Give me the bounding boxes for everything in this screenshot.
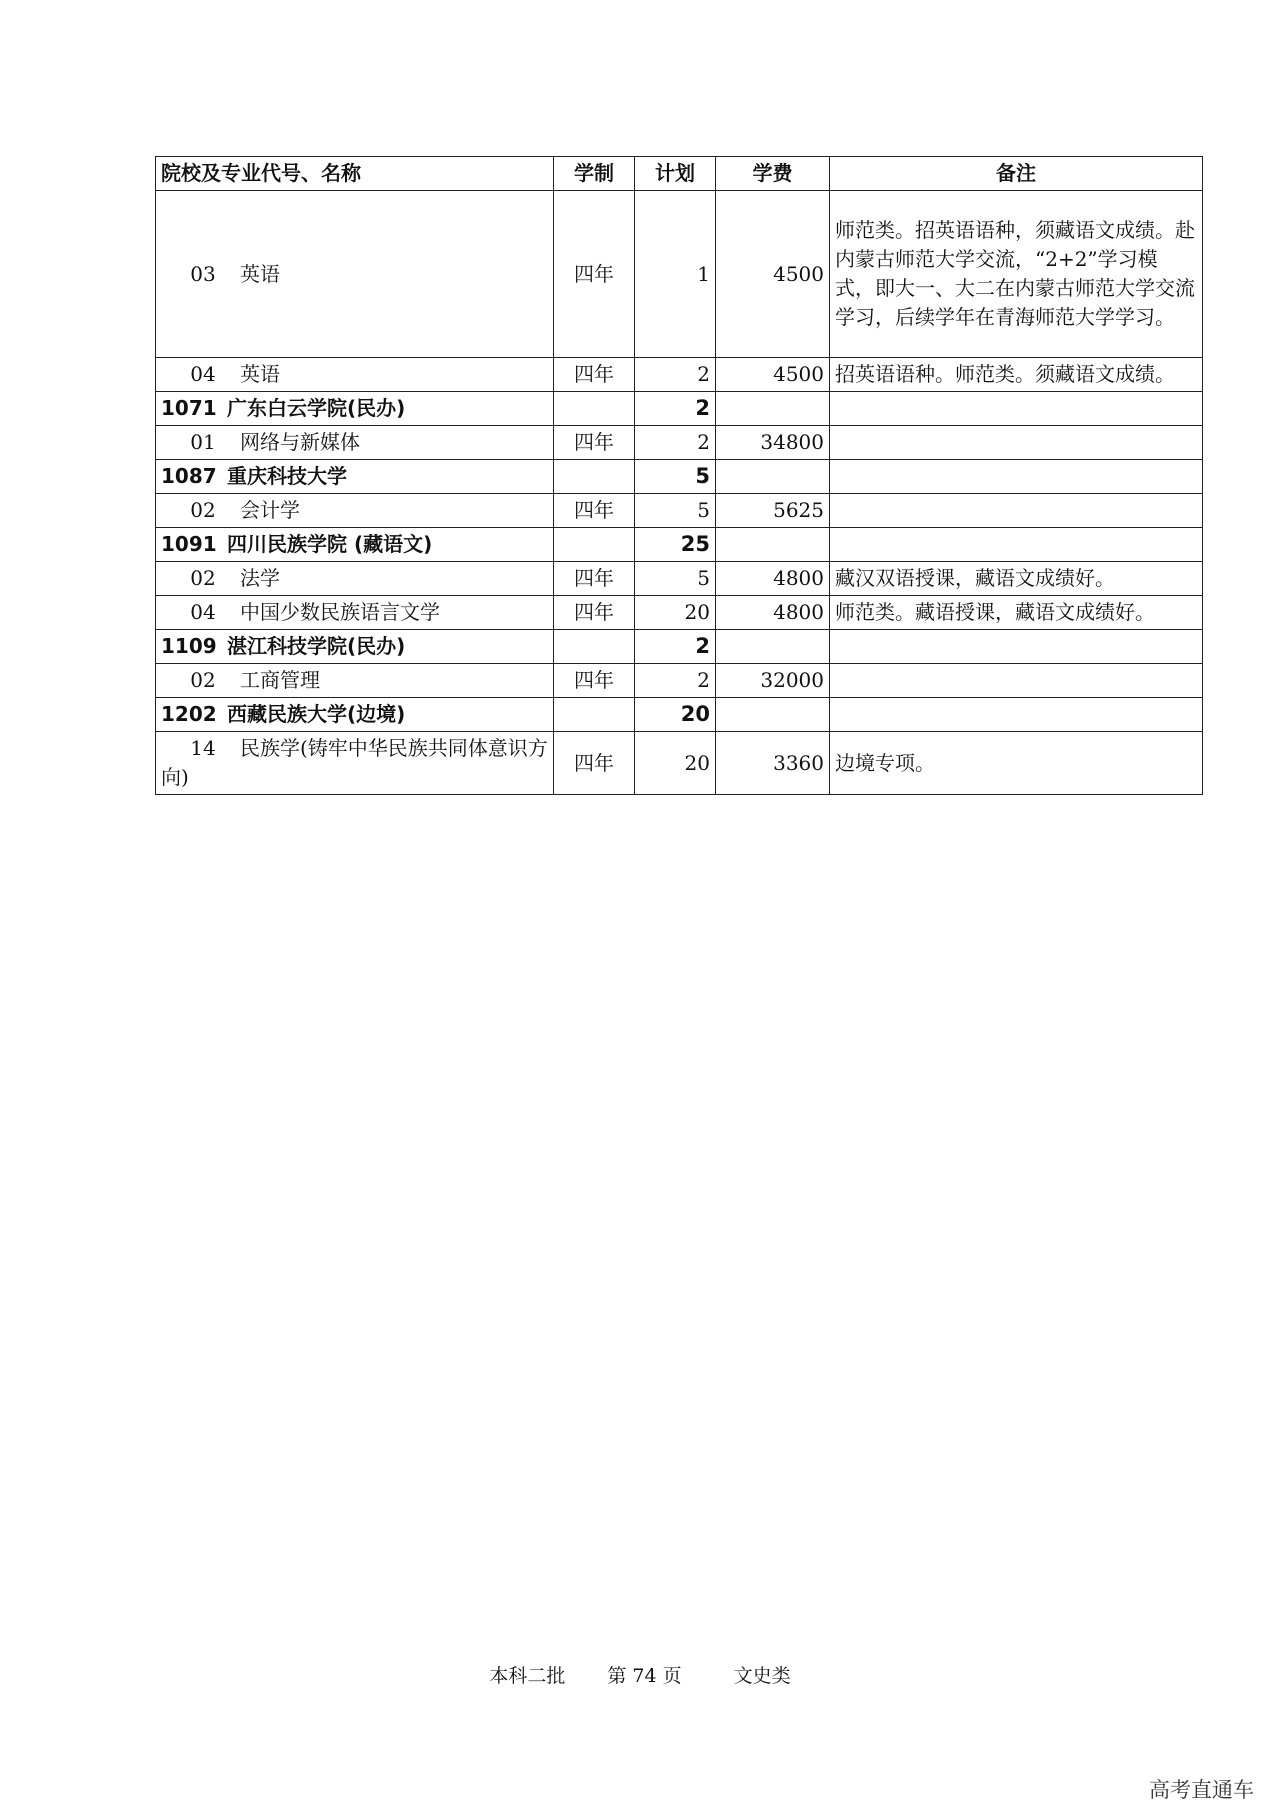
table-row (156, 732, 1203, 795)
major-name: 英语 (240, 362, 280, 386)
duration-cell (554, 528, 635, 562)
major-name: 英语 (240, 261, 280, 286)
major-code: 02 (190, 668, 216, 692)
school-row (156, 698, 1203, 732)
watermark: 高考直通车 (1149, 1778, 1254, 1802)
footer-page-number: 第 74 页 (607, 1665, 682, 1687)
footer-category: 文史类 (733, 1665, 791, 1687)
major-name-cell (156, 358, 554, 392)
table-row (156, 426, 1203, 460)
school-name: 湛江科技学院(民办) (227, 634, 406, 658)
note-cell (830, 426, 1203, 460)
tuition-cell: 4800 (716, 562, 830, 596)
duration-cell: 四年 (554, 562, 635, 596)
school-name: 重庆科技大学 (227, 464, 347, 488)
header-name: 院校及专业代号、名称 (156, 157, 554, 191)
school-row (156, 528, 1203, 562)
duration-cell: 四年 (554, 426, 635, 460)
major-name-cell (156, 191, 554, 358)
plan-cell: 20 (635, 732, 716, 795)
school-name-cell (156, 698, 554, 732)
note-cell (830, 460, 1203, 494)
major-name-cell (156, 664, 554, 698)
major-name: 网络与新媒体 (240, 430, 360, 454)
school-code: 1071 (161, 396, 217, 420)
tuition-cell: 32000 (716, 664, 830, 698)
note-cell: 师范类。藏语授课，藏语文成绩好。 (830, 596, 1203, 630)
duration-cell: 四年 (554, 494, 635, 528)
plan-cell: 20 (635, 596, 716, 630)
note-cell (830, 392, 1203, 426)
note-cell: 藏汉双语授课，藏语文成绩好。 (830, 562, 1203, 596)
table-row (156, 358, 1203, 392)
note-cell: 师范类。招英语语种，须藏语文成绩。赴内蒙古师范大学交流，“2+2”学习模式，即大一、大二在内蒙古师范大学交流学习，后续学年在青海师范大学学习。 (830, 191, 1203, 358)
school-name: 广东白云学院(民办) (227, 396, 406, 420)
note-cell: 招英语语种。师范类。须藏语文成绩。 (830, 358, 1203, 392)
plan-cell: 25 (635, 528, 716, 562)
duration-cell: 四年 (554, 596, 635, 630)
duration-cell: 四年 (554, 664, 635, 698)
school-code: 1109 (161, 634, 217, 658)
plan-cell: 5 (635, 460, 716, 494)
plan-cell: 2 (635, 358, 716, 392)
school-name: 四川民族学院 (藏语文) (227, 532, 433, 556)
major-code: 04 (190, 600, 216, 624)
major-name: 工商管理 (240, 668, 320, 692)
page-footer (0, 1661, 1280, 1688)
school-code: 1091 (161, 532, 217, 556)
tuition-cell: 5625 (716, 494, 830, 528)
major-name-cell (156, 494, 554, 528)
major-code: 04 (190, 362, 216, 386)
plan-cell: 2 (635, 630, 716, 664)
plan-cell: 5 (635, 562, 716, 596)
note-cell: 边境专项。 (830, 732, 1203, 795)
table-row (156, 494, 1203, 528)
table-row (156, 562, 1203, 596)
school-row (156, 392, 1203, 426)
school-name-cell (156, 528, 554, 562)
duration-cell (554, 630, 635, 664)
major-name-cell (156, 596, 554, 630)
plan-cell: 2 (635, 664, 716, 698)
duration-cell: 四年 (554, 732, 635, 795)
major-name-cell (156, 732, 554, 795)
duration-cell (554, 460, 635, 494)
plan-cell: 2 (635, 426, 716, 460)
note-cell (830, 630, 1203, 664)
header-tuition: 学费 (716, 157, 830, 191)
duration-cell: 四年 (554, 191, 635, 358)
tuition-cell: 3360 (716, 732, 830, 795)
note-cell (830, 494, 1203, 528)
major-name-cell (156, 426, 554, 460)
major-name: 会计学 (240, 498, 300, 522)
tuition-cell: 34800 (716, 426, 830, 460)
school-code: 1087 (161, 464, 217, 488)
major-code: 03 (190, 261, 216, 286)
note-cell (830, 528, 1203, 562)
tuition-cell: 4500 (716, 191, 830, 358)
major-code: 01 (190, 430, 216, 454)
school-name-cell (156, 460, 554, 494)
plan-cell: 20 (635, 698, 716, 732)
header-note: 备注 (830, 157, 1203, 191)
school-name: 西藏民族大学(边境) (227, 702, 406, 726)
header-plan: 计划 (635, 157, 716, 191)
duration-cell (554, 698, 635, 732)
school-row (156, 630, 1203, 664)
table-header-row (156, 157, 1203, 191)
plan-cell: 1 (635, 191, 716, 358)
tuition-cell (716, 528, 830, 562)
admission-plan-table (155, 156, 1203, 795)
major-code: 02 (190, 498, 216, 522)
plan-cell: 5 (635, 494, 716, 528)
school-row (156, 460, 1203, 494)
duration-cell: 四年 (554, 358, 635, 392)
school-name-cell (156, 392, 554, 426)
tuition-cell (716, 698, 830, 732)
table-row (156, 664, 1203, 698)
note-cell (830, 664, 1203, 698)
footer-batch: 本科二批 (489, 1665, 566, 1687)
header-duration: 学制 (554, 157, 635, 191)
duration-cell (554, 392, 635, 426)
tuition-cell (716, 392, 830, 426)
tuition-cell (716, 630, 830, 664)
major-name: 民族学(铸牢中华民族共同体意识方向) (161, 736, 548, 789)
major-code: 02 (190, 566, 216, 590)
plan-cell: 2 (635, 392, 716, 426)
tuition-cell (716, 460, 830, 494)
note-cell (830, 698, 1203, 732)
tuition-cell: 4800 (716, 596, 830, 630)
major-name: 中国少数民族语言文学 (240, 600, 440, 624)
table-row (156, 596, 1203, 630)
major-name-cell (156, 562, 554, 596)
school-code: 1202 (161, 702, 217, 726)
tuition-cell: 4500 (716, 358, 830, 392)
major-name: 法学 (240, 566, 280, 590)
table-row (156, 191, 1203, 358)
major-code: 14 (190, 736, 216, 760)
school-name-cell (156, 630, 554, 664)
